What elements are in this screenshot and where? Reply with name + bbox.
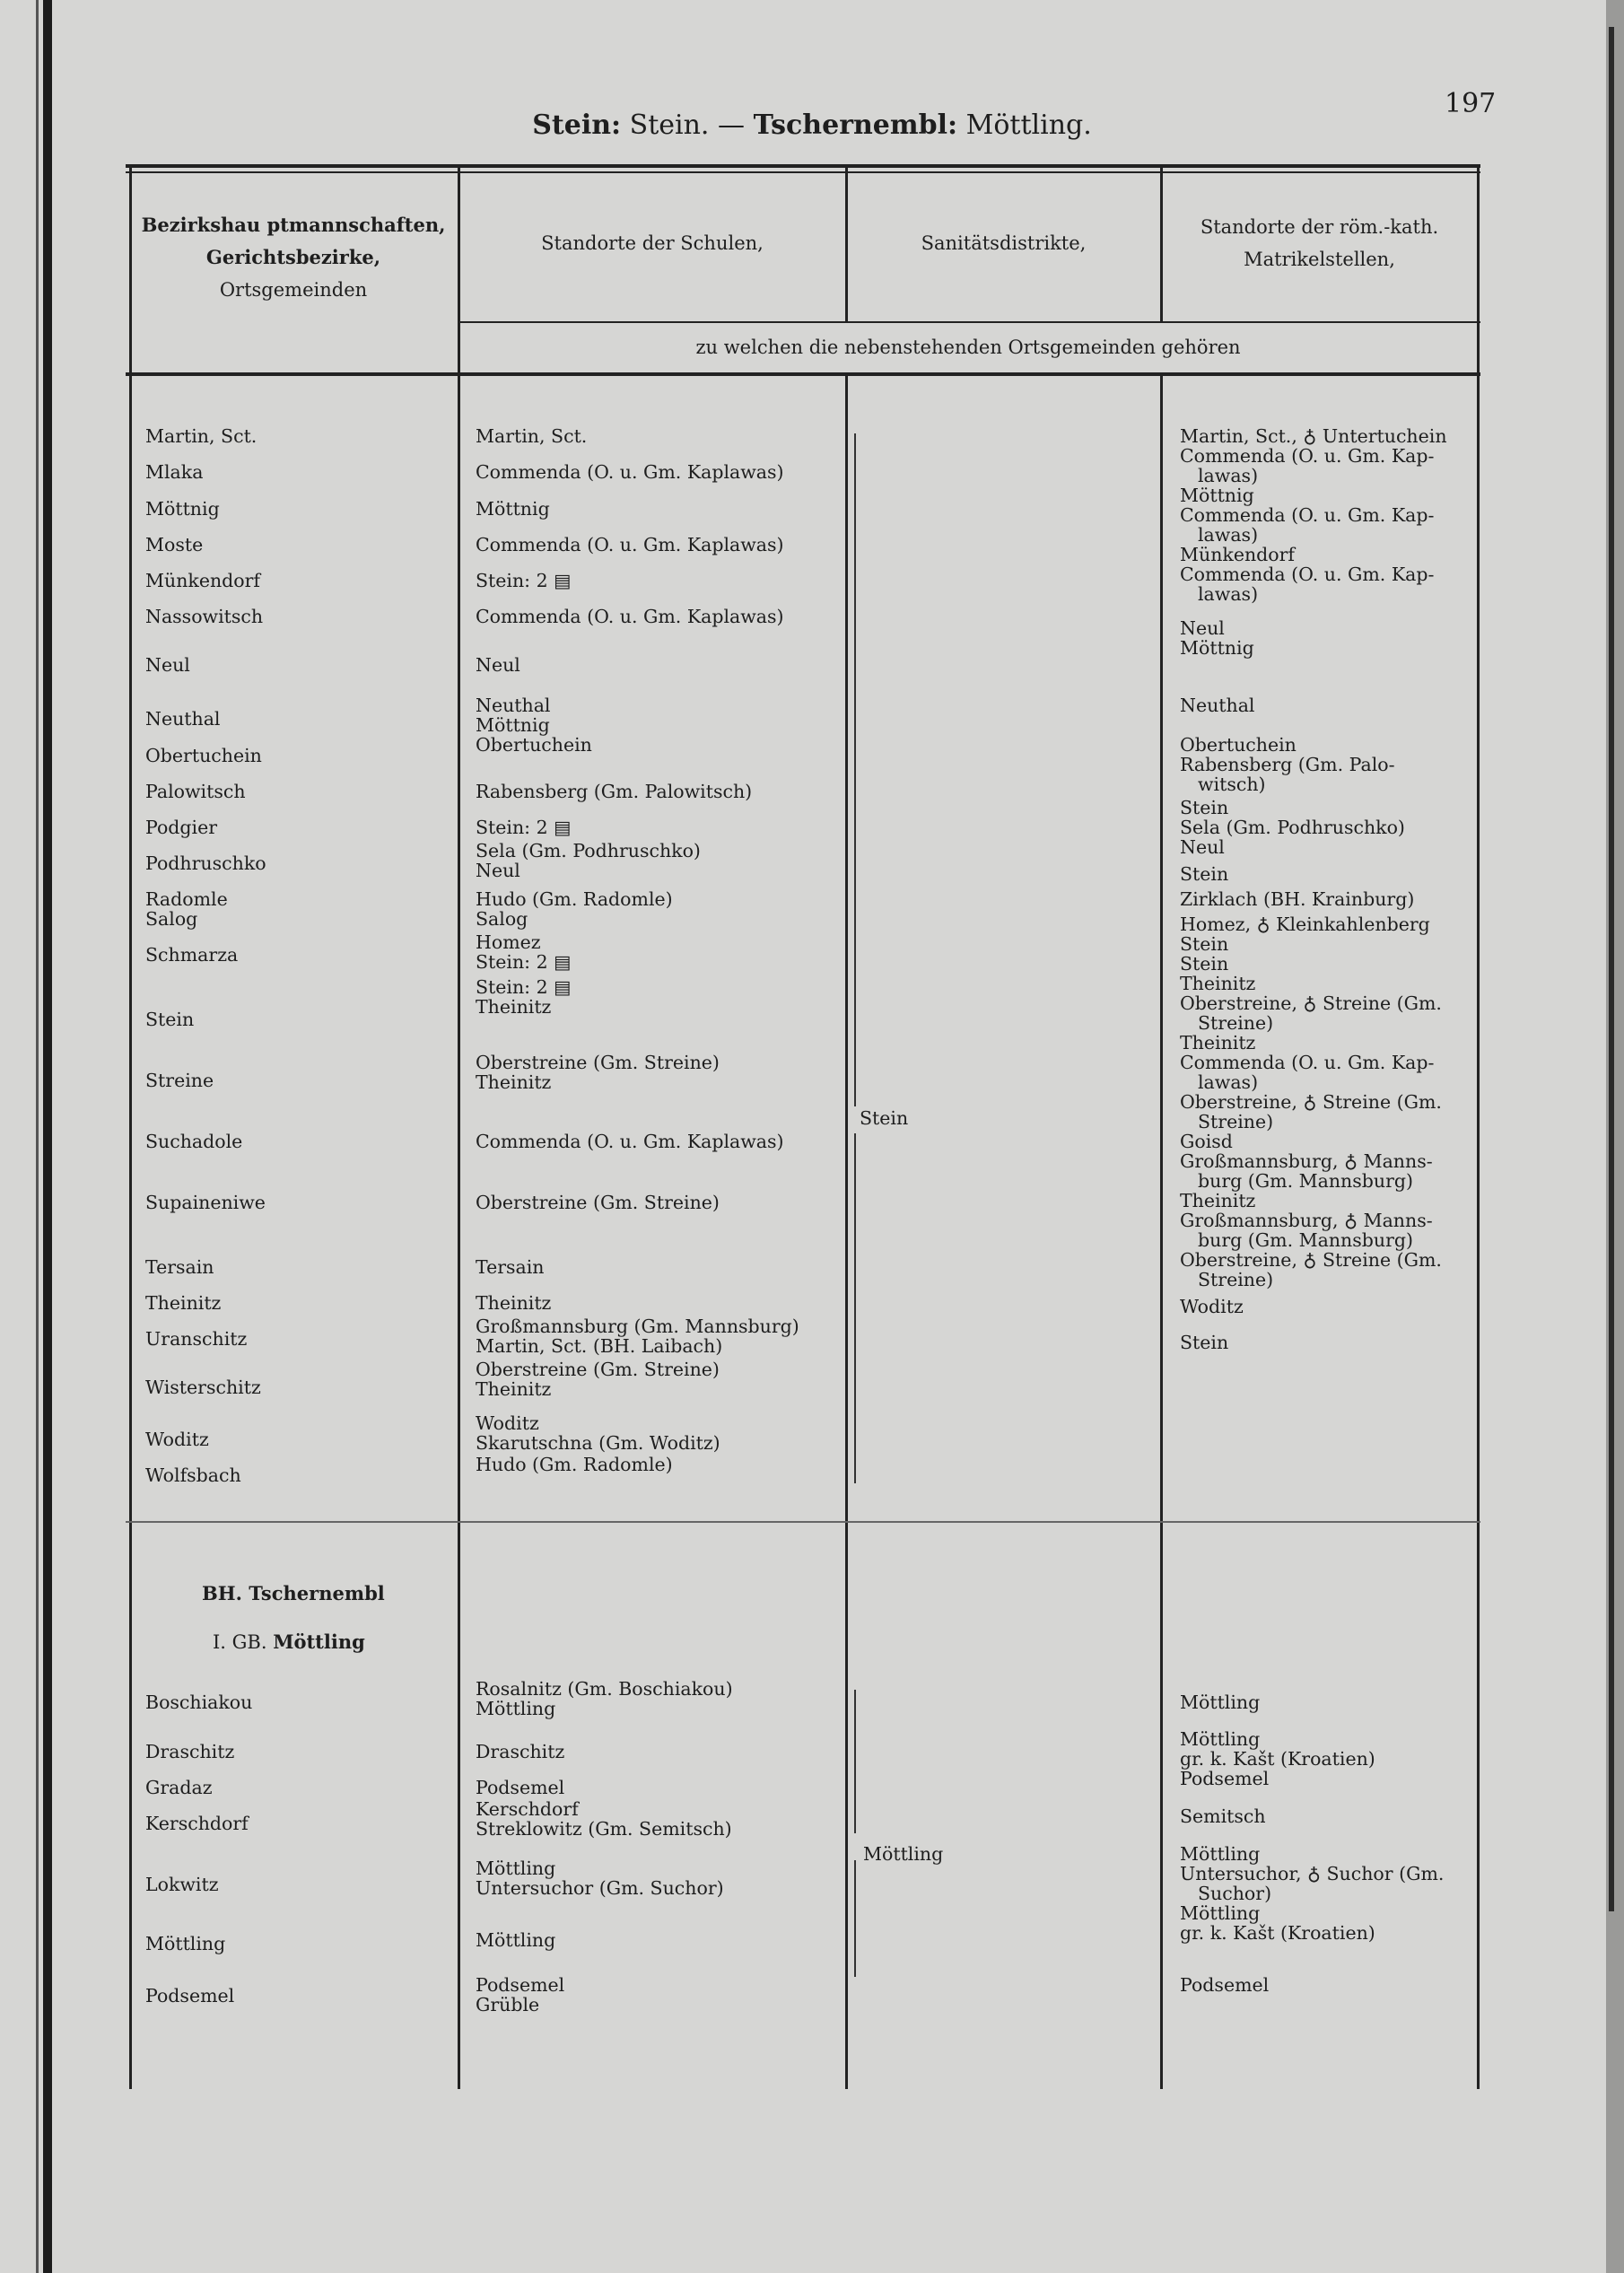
schule-entry: Stein: 2 ▤	[476, 570, 572, 591]
gemeinde-kerschdorf: Kerschdorf	[145, 1813, 249, 1834]
schule-entry: Hudo (Gm. Radomle)	[476, 1454, 673, 1475]
gemeinde-wisterschitz: Wisterschitz	[145, 1377, 261, 1398]
schule-entry: Möttling	[476, 1698, 556, 1719]
matrikel-entry: Commenda (O. u. Gm. Kap-	[1180, 504, 1435, 526]
matrikel-entry: Untersuchor, ♁ Suchor (Gm.	[1180, 1863, 1445, 1884]
matrikel-entry: Rabensberg (Gm. Palo-	[1180, 754, 1395, 775]
schule-entry: Streklowitz (Gm. Semitsch)	[476, 1818, 732, 1840]
header-place: Stein:	[532, 109, 622, 141]
section-title-gb-name: Möttling	[273, 1630, 365, 1653]
gemeinde-suchadole: Suchadole	[145, 1131, 243, 1152]
table-top-rule	[126, 164, 1480, 168]
header-mid-rule	[458, 321, 1480, 323]
matrikel-entry: Möttling	[1180, 1728, 1261, 1750]
gemeinde-moettnig: Möttnig	[145, 498, 220, 520]
matrikel-entry: Obertuchein	[1180, 734, 1297, 756]
schule-entry: Großmannsburg (Gm. Mannsburg)	[476, 1316, 799, 1337]
gemeinde-podsemel: Podsemel	[145, 1985, 235, 2006]
schule-entry: Salog	[476, 908, 528, 930]
matrikel-entry: burg (Gm. Mannsburg)	[1198, 1229, 1413, 1251]
sanitaet-brace-top	[854, 433, 856, 1106]
section-title-bh	[202, 1582, 385, 1604]
matrikel-entry: lawas)	[1198, 465, 1259, 486]
gemeinde-martin: Martin, Sct.	[145, 425, 258, 447]
schule-entry: Martin, Sct.	[476, 425, 588, 447]
matrikel-entry: Suchor)	[1198, 1883, 1272, 1904]
schule-entry: Oberstreine (Gm. Streine)	[476, 1192, 720, 1213]
matrikel-entry: Oberstreine, ♁ Streine (Gm.	[1180, 1249, 1442, 1271]
matrikel-entry: Oberstreine, ♁ Streine (Gm.	[1180, 992, 1442, 1014]
schule-entry: Obertuchein	[476, 734, 592, 756]
register-table	[126, 164, 1480, 2089]
schule-entry: Stein: 2 ▤	[476, 817, 572, 838]
matrikel-entry: Neuthal	[1180, 695, 1255, 716]
header-col1-line1: Bezirkshau ptmannschaften,	[141, 214, 446, 236]
gemeinde-nassowitsch: Nassowitsch	[145, 606, 264, 627]
matrikel-entry: Sela (Gm. Podhruschko)	[1180, 817, 1405, 838]
matrikel-entry: Theinitz	[1180, 1190, 1256, 1211]
matrikel-entry: Commenda (O. u. Gm. Kap-	[1180, 1052, 1435, 1073]
gemeinde-uranschitz: Uranschitz	[145, 1328, 248, 1350]
gemeinde-theinitz: Theinitz	[145, 1292, 222, 1314]
matrikel-entry: Oberstreine, ♁ Streine (Gm.	[1180, 1091, 1442, 1113]
gemeinde-neul: Neul	[145, 654, 190, 676]
gemeinde-boschiakou: Boschiakou	[145, 1692, 253, 1713]
schule-entry: Sela (Gm. Podhruschko)	[476, 840, 701, 861]
header-span: zu welchen die nebenstehenden Ortsgemeinden gehören	[695, 337, 1241, 358]
matrikel-entry: Stein	[1180, 933, 1229, 955]
schule-entry: Neul	[476, 860, 520, 881]
matrikel-entry: Commenda (O. u. Gm. Kap-	[1180, 564, 1435, 585]
matrikel-entry: Möttnig	[1180, 637, 1254, 659]
schule-entry: Woditz	[476, 1412, 539, 1434]
schule-entry: Stein: 2 ▤	[476, 951, 572, 973]
matrikel-entry: Goisd	[1180, 1131, 1233, 1152]
matrikel-entry: Woditz	[1180, 1296, 1244, 1317]
matrikel-entry: Neul	[1180, 617, 1225, 639]
gemeinde-draschitz: Draschitz	[145, 1741, 235, 1762]
gemeinde-supaineniwe: Supaineniwe	[145, 1192, 266, 1213]
matrikel-entry: Streine)	[1198, 1269, 1274, 1290]
schule-entry: Möttling	[476, 1858, 556, 1879]
col-rule-1	[458, 164, 460, 2089]
page-edge-dark	[1609, 27, 1614, 1911]
header-col3: Sanitätsdistrikte,	[921, 232, 1087, 254]
col-rule-right	[1477, 164, 1480, 2089]
matrikel-entry: gr. k. Kašt (Kroatien)	[1180, 1922, 1375, 1944]
schule-entry: Rabensberg (Gm. Palowitsch)	[476, 781, 753, 802]
gemeinde-salog: Salog	[145, 908, 198, 930]
matrikel-entry: Semitsch	[1180, 1805, 1266, 1827]
schule-entry: Commenda (O. u. Gm. Kaplawas)	[476, 534, 784, 555]
schule-entry: Martin, Sct. (BH. Laibach)	[476, 1335, 723, 1357]
schule-entry: Commenda (O. u. Gm. Kaplawas)	[476, 606, 784, 627]
matrikel-entry: Stein	[1180, 1332, 1229, 1353]
matrikel-entry: Streine)	[1198, 1111, 1274, 1132]
schule-entry: Neul	[476, 654, 520, 676]
matrikel-entry: gr. k. Kašt (Kroatien)	[1180, 1748, 1375, 1770]
header-place2: Tschernembl:	[753, 109, 958, 141]
header-col2: Standorte der Schulen,	[541, 232, 764, 254]
matrikel-entry: Podsemel	[1180, 1768, 1270, 1789]
gemeinde-moettling: Möttling	[145, 1933, 226, 1954]
matrikel-entry: Möttling	[1180, 1843, 1261, 1865]
gemeinde-gradaz: Gradaz	[145, 1777, 213, 1798]
schule-entry: Möttnig	[476, 714, 550, 736]
section-title-gb-prefix: I. GB.	[213, 1631, 267, 1653]
matrikel-entry: burg (Gm. Mannsburg)	[1198, 1170, 1413, 1192]
gemeinde-neuthal: Neuthal	[145, 708, 221, 730]
matrikel-entry: Zirklach (BH. Krainburg)	[1180, 888, 1415, 910]
matrikel-entry: witsch)	[1198, 774, 1266, 795]
col-rule-3	[1160, 372, 1163, 2089]
schule-entry: Draschitz	[476, 1741, 565, 1762]
matrikel-entry: Möttling	[1180, 1692, 1261, 1713]
schule-entry: Rosalnitz (Gm. Boschiakou)	[476, 1678, 733, 1700]
gemeinde-muenkendorf: Münkendorf	[145, 570, 261, 591]
schule-entry: Theinitz	[476, 1378, 552, 1400]
table-top-rule-thin	[126, 171, 1480, 173]
page-number: 197	[1445, 88, 1497, 119]
gemeinde-obertuchein: Obertuchein	[145, 745, 262, 766]
schule-entry: Grüble	[476, 1994, 540, 2015]
gemeinde-palowitsch: Palowitsch	[145, 781, 246, 802]
schule-entry: Podsemel	[476, 1777, 565, 1798]
matrikel-entry: lawas)	[1198, 524, 1259, 546]
matrikel-entry: Großmannsburg, ♁ Manns-	[1180, 1210, 1433, 1231]
schule-entry: Commenda (O. u. Gm. Kaplawas)	[476, 1131, 784, 1152]
header-sub2: Möttling.	[965, 109, 1092, 141]
schule-entry: Theinitz	[476, 1292, 552, 1314]
matrikel-entry: Theinitz	[1180, 973, 1256, 994]
header-col1-line2: Gerichtsbezirke,	[205, 246, 381, 268]
matrikel-entry: Möttling	[1180, 1902, 1261, 1924]
header-sub: Stein. —	[629, 109, 746, 141]
schule-entry: Theinitz	[476, 1071, 552, 1093]
book-spine-shadow	[43, 0, 52, 2273]
running-header	[0, 109, 1624, 141]
schule-entry: Kerschdorf	[476, 1798, 579, 1820]
schule-entry: Möttling	[476, 1929, 556, 1951]
col-rule-left	[129, 164, 132, 2089]
gemeinde-stein: Stein	[145, 1009, 195, 1030]
col-rule-2	[845, 372, 848, 2089]
gemeinde-podhruschko: Podhruschko	[145, 852, 266, 874]
schule-entry: Neuthal	[476, 695, 551, 716]
header-col4-line2: Matrikelstellen,	[1244, 249, 1395, 270]
schule-entry: Tersain	[476, 1256, 545, 1278]
matrikel-entry: Podsemel	[1180, 1974, 1270, 1996]
schule-entry: Podsemel	[476, 1974, 565, 1996]
schule-entry: Theinitz	[476, 996, 552, 1018]
binding-line	[36, 0, 39, 2273]
matrikel-entry: lawas)	[1198, 583, 1259, 605]
section-title-gb	[213, 1630, 365, 1653]
schule-entry: Untersuchor (Gm. Suchor)	[476, 1877, 724, 1899]
matrikel-entry: Martin, Sct., ♁ Untertuchein	[1180, 425, 1447, 447]
matrikel-entry: lawas)	[1198, 1071, 1259, 1093]
gemeinde-lokwitz: Lokwitz	[145, 1874, 219, 1895]
schule-entry: Homez	[476, 931, 541, 953]
gemeinde-podgier: Podgier	[145, 817, 218, 838]
sanitaet-moettling: Möttling	[863, 1843, 944, 1865]
header-col1-line3: Ortsgemeinden	[219, 279, 368, 301]
matrikel-entry: Homez, ♁ Kleinkahlenberg	[1180, 914, 1430, 935]
gemeinde-moste: Moste	[145, 534, 204, 555]
gemeinde-tersain: Tersain	[145, 1256, 214, 1278]
matrikel-entry: Großmannsburg, ♁ Manns-	[1180, 1150, 1433, 1172]
gemeinde-schmarza: Schmarza	[145, 944, 239, 966]
matrikel-entry: Commenda (O. u. Gm. Kap-	[1180, 445, 1435, 467]
matrikel-entry: Münkendorf	[1180, 544, 1296, 565]
gemeinde-mlaka: Mlaka	[145, 461, 204, 483]
section-divider	[126, 1521, 1480, 1523]
schule-entry: Hudo (Gm. Radomle)	[476, 888, 673, 910]
matrikel-entry: Möttnig	[1180, 485, 1254, 506]
matrikel-entry: Streine)	[1198, 1012, 1274, 1034]
schule-entry: Oberstreine (Gm. Streine)	[476, 1052, 720, 1073]
sanitaet-brace-bottom	[854, 1133, 856, 1483]
sanitaet-stein: Stein	[860, 1107, 909, 1129]
matrikel-entry: Neul	[1180, 836, 1225, 858]
header-col4-line1: Standorte der röm.-kath.	[1200, 216, 1439, 238]
schule-entry: Oberstreine (Gm. Streine)	[476, 1359, 720, 1380]
header-col4	[1162, 211, 1477, 275]
matrikel-entry: Stein	[1180, 953, 1229, 975]
schule-entry: Stein: 2 ▤	[476, 976, 572, 998]
header-col1	[129, 209, 458, 306]
matrikel-entry: Theinitz	[1180, 1032, 1256, 1053]
sanitaet-brace-bottom	[854, 1860, 856, 1977]
gemeinde-woditz: Woditz	[145, 1429, 209, 1450]
schule-entry: Commenda (O. u. Gm. Kaplawas)	[476, 461, 784, 483]
gemeinde-radomle: Radomle	[145, 888, 228, 910]
matrikel-entry: Stein	[1180, 797, 1229, 818]
schule-entry: Skarutschna (Gm. Woditz)	[476, 1432, 720, 1454]
sanitaet-brace-top	[854, 1690, 856, 1833]
gemeinde-streine: Streine	[145, 1070, 214, 1091]
gemeinde-wolfsbach: Wolfsbach	[145, 1464, 241, 1486]
matrikel-entry: Stein	[1180, 863, 1229, 885]
schule-entry: Möttnig	[476, 498, 550, 520]
header-bottom-rule	[126, 372, 1480, 376]
section-title-bh-text: BH. Tschernembl	[202, 1582, 385, 1604]
